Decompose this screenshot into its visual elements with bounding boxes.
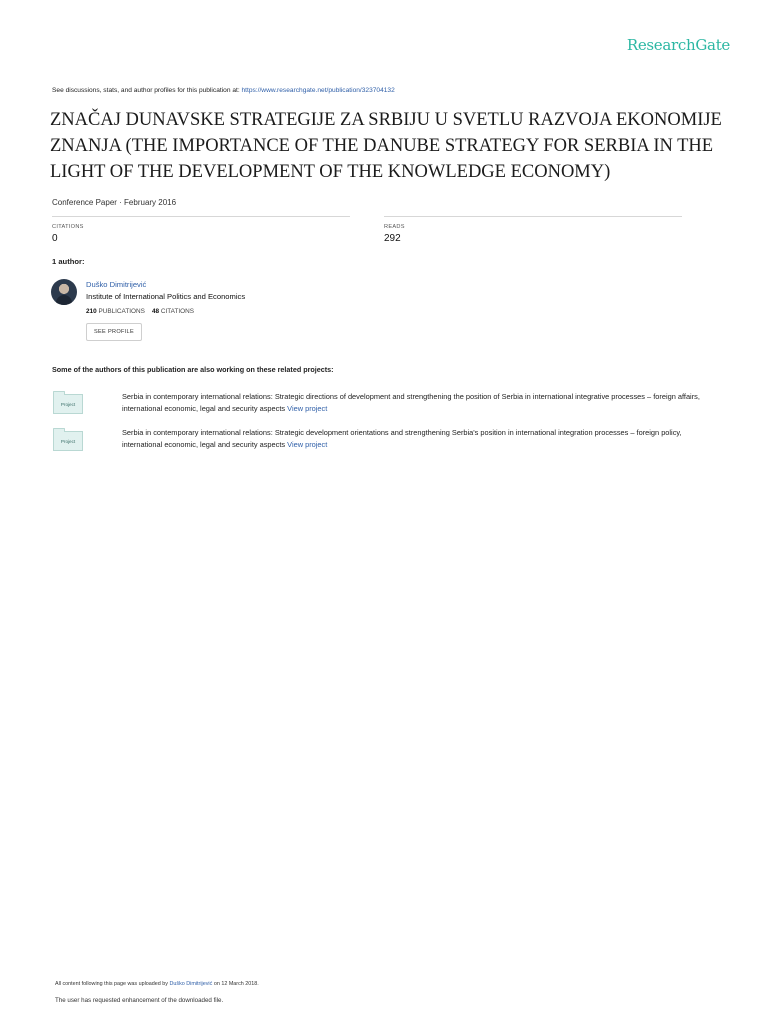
citations-value: 0 xyxy=(52,233,58,244)
author-citations-count: 48 xyxy=(151,308,160,315)
project-description: Serbia in contemporary international relations: Strategic development orientations and strengthening Serbia's position in international integration processes – foreign policy, international economic, legal and security aspects xyxy=(122,428,682,449)
discussion-text: See discussions, stats, and author profiles for this publication at: xyxy=(52,87,240,94)
folder-icon xyxy=(53,394,83,414)
enhancement-note: The user has requested enhancement of the downloaded file. xyxy=(55,997,224,1004)
author-stats xyxy=(86,308,194,315)
publication-title: ZNAČAJ DUNAVSKE STRATEGIJE ZA SRBIJU U SVETLU RAZVOJA EKONOMIJE ZNANJA (THE IMPORTANCE OF THE DANUBE STRATEGY FOR SERBIA IN THE LIGHT OF THE DEVELOPMENT OF THE KNOWLEDGE ECONOMY) xyxy=(50,110,722,182)
publication-link[interactable]: https://www.researchgate.net/publication/323704132 xyxy=(241,87,395,94)
project-description: Serbia in contemporary international relations: Strategic directions of development and strengthening the position of Serbia in international integrative processes – foreign affairs, international economic, legal and security aspects xyxy=(122,392,700,413)
publication-meta: Conference Paper · February 2016 xyxy=(52,198,177,207)
project-item xyxy=(122,427,722,451)
author-publications-count: 210 xyxy=(86,308,97,315)
divider-citations xyxy=(52,216,350,217)
uploader-link[interactable]: Duško Dimitrijević xyxy=(169,981,213,987)
reads-value: 292 xyxy=(384,233,401,244)
researchgate-logo[interactable]: ResearchGate xyxy=(626,36,730,54)
author-citations-label: CITATIONS xyxy=(160,308,194,315)
view-project-link[interactable]: View project xyxy=(287,404,328,413)
citations-label: CITATIONS xyxy=(52,224,84,230)
discussion-line xyxy=(52,87,395,94)
project-icon-label: Project xyxy=(60,438,76,444)
view-project-link[interactable]: View project xyxy=(287,440,328,449)
related-projects-label: Some of the authors of this publication are also working on these related projects: xyxy=(52,365,334,374)
reads-label: READS xyxy=(384,224,405,230)
divider-reads xyxy=(384,216,682,217)
author-institution: Institute of International Politics and Economics xyxy=(86,292,246,301)
upload-note xyxy=(55,981,259,987)
folder-icon xyxy=(53,431,83,451)
author-avatar[interactable] xyxy=(51,279,77,305)
upload-note-prefix: All content following this page was uploaded by xyxy=(55,981,168,987)
see-profile-button[interactable]: SEE PROFILE xyxy=(86,323,142,341)
upload-note-suffix: on 12 March 2018. xyxy=(213,981,259,987)
project-icon-label: Project xyxy=(60,401,76,407)
author-name-link[interactable]: Duško Dimitrijević xyxy=(86,280,147,289)
author-publications-label: PUBLICATIONS xyxy=(98,308,145,315)
authors-count-label: 1 author: xyxy=(52,257,85,266)
project-item xyxy=(122,391,722,415)
